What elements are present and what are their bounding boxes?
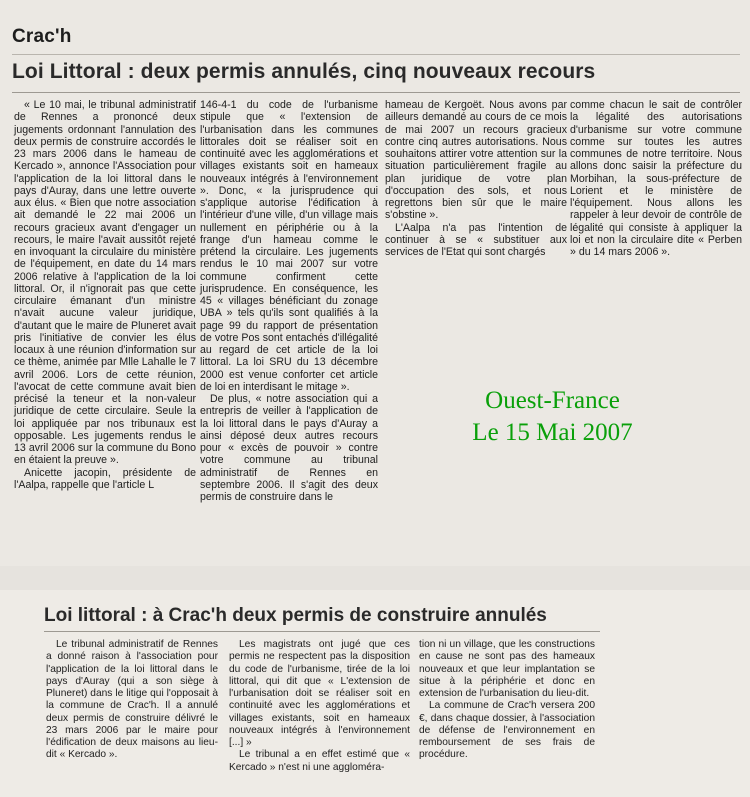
divider [12, 54, 740, 55]
article-column-2 [229, 639, 410, 774]
source-date: Le 15 Mai 2007 [472, 419, 633, 446]
source-annotation [440, 385, 665, 449]
article-column-1 [46, 639, 218, 762]
paragraph: 146-4-1 du code de l'urbanisme stipule que « l'extension de l'urbanisation dans les communes littorales doit se réaliser soit en continuité avec les agglomérations et villages existants soit en hameaux nouveaux intégrés à l'environnement ». Donc, « la jurisprudence qui s'applique autorise l'édification à l'intérieur d'une ville, d'un village mais nullement en périphérie ou à la frange d'un hameau comme le prétend la circulaire. Les jugements rendus le 10 mai 2007 sur votre commune confirment cette jurisprudence. En conséquence, les 45 « villages bénéficiant du zonage UBA » tels qu'ils sont qualifiés à la page 99 du rapport de présentation de votre Pos sont entachés d'illégalité au regard de cet article de la loi littoral. La loi SRU du 13 décembre 2000 est venue conforter cet article de loi en interdisant le mitage ». [200, 99, 378, 393]
paragraph: De plus, « notre association qui a entrepris de veiller à l'application de la loi littoral dans le pays d'Auray a ainsi déposé deux autres recours pour « excès de pouvoir » contre votre commune au tribunal administratif de Rennes en septembre 2006. Il s'agit des deux permis de construire dans le [200, 393, 378, 503]
paragraph: « Le 10 mai, le tribunal administratif de Rennes a prononcé deux jugements ordonnant l'annulation des deux permis de construire accordés le 23 mars 2006 dans le hameau de Kercado », annonce l'Association pour l'application de la loi littoral dans le pays d'Auray, dans une lettre ouverte aux élus. « Bien que notre association ait demandé le 22 mai 2006 un recours gracieux avant d'engager un recours, le maire l'avait aussitôt rejeté en invoquant la circulaire du ministère de l'équipement, en date du 14 mars 2006 relative à l'application de la loi littoral. Or, il n'ignorait pas que cette circulaire émanant d'un ministre n'avait aucune valeur juridique, d'autant que le maire de Pluneret avait pris l'initiative de convier les élus locaux à une réunion d'information sur ce thème, animée par Mlle Lahalle le 7 avril 2006. Lors de cette réunion, l'avocat de cette commune avait bien précisé la teneur et la non-valeur juridique de cette circulaire. Seule la loi appliquée par nos tribunaux est opposable. Les jugements rendus le 13 avril 2006 sur la commune du Bono en étaient la preuve ». [14, 99, 196, 467]
divider [12, 92, 740, 93]
headline: Loi Littoral : deux permis annulés, cinq nouveaux recours [12, 60, 596, 83]
paragraph: Le tribunal administratif de Rennes a donné raison à l'association pour l'application de la loi littoral dans le pays d'Auray (qui a son siège à Pluneret) dans le litige qui l'opposait à la commune de Crac'h. Il a annulé deux permis de construire délivré le 23 mars 2006 par le maire pour l'édification de deux maisons au lieu-dit « Kercado ». [46, 639, 218, 761]
paragraph: La commune de Crac'h versera 200 €, dans chaque dossier, à l'association de défense de l'environnement en remboursement de ses frais de procédure. [419, 700, 595, 761]
paragraph: tion ni un village, que les constructions en cause ne sont pas des hameaux nouveaux et que leur implantation se situe à la périphérie et donc en extension de l'urbanisation du lieu-dit. [419, 639, 595, 699]
article-column-3 [419, 639, 595, 762]
headline: Loi littoral : à Crac'h deux permis de construire annulés [44, 605, 547, 626]
divider [44, 631, 600, 632]
paragraph: Les magistrats ont jugé que ces permis ne respectent pas la disposition du code de l'urbanisme, tirée de la loi littoral, qui dit que « L'extension de l'urbanisation doit se réaliser soit en continuité avec les agglomérations et villages existants, soit en hameaux nouveaux intégrés à l'environnement [...] » [229, 639, 410, 748]
article-column-4 [570, 99, 742, 258]
section-label: Crac'h [12, 26, 72, 47]
paragraph: Le tribunal a en effet estimé que « Kercado » n'est ni une aggloméra- [229, 749, 410, 773]
paragraph: hameau de Kergoët. Nous avons par ailleurs demandé au cours de ce mois de mai 2007 un recours gracieux contre cinq autres autorisations. Nous souhaitons attirer votre attention sur la situation particulièrement fragile au plan juridique de votre plan d'occupation des sols, et nous regrettons bien sûr que le maire s'obstine ». [385, 99, 567, 222]
paragraph: L'Aalpa n'a pas l'intention de continuer à se « substituer aux services de l'Etat qui sont chargés [385, 221, 567, 258]
paragraph: Anicette jacopin, présidente de l'Aalpa, rappelle que l'article L [14, 466, 196, 491]
article-clipping-2 [0, 590, 750, 797]
article-column-3 [385, 99, 567, 258]
article-column-2 [200, 99, 378, 503]
article-column-1 [14, 99, 196, 491]
source-name: Ouest-France [485, 387, 620, 414]
paragraph: comme chacun le sait de contrôler la légalité des autorisations d'urbanisme sur votre commune comme sur toutes les autres communes de notre territoire. Nous allons donc saisir la préfecture du Morbihan, la sous-préfecture de Lorient et le ministère de l'équipement. Nous allons les rappeler à leur devoir de contrôle de légalité qui consiste à appliquer la loi et non la circulaire dite « Perben » du 14 mars 2006 ». [570, 99, 742, 258]
